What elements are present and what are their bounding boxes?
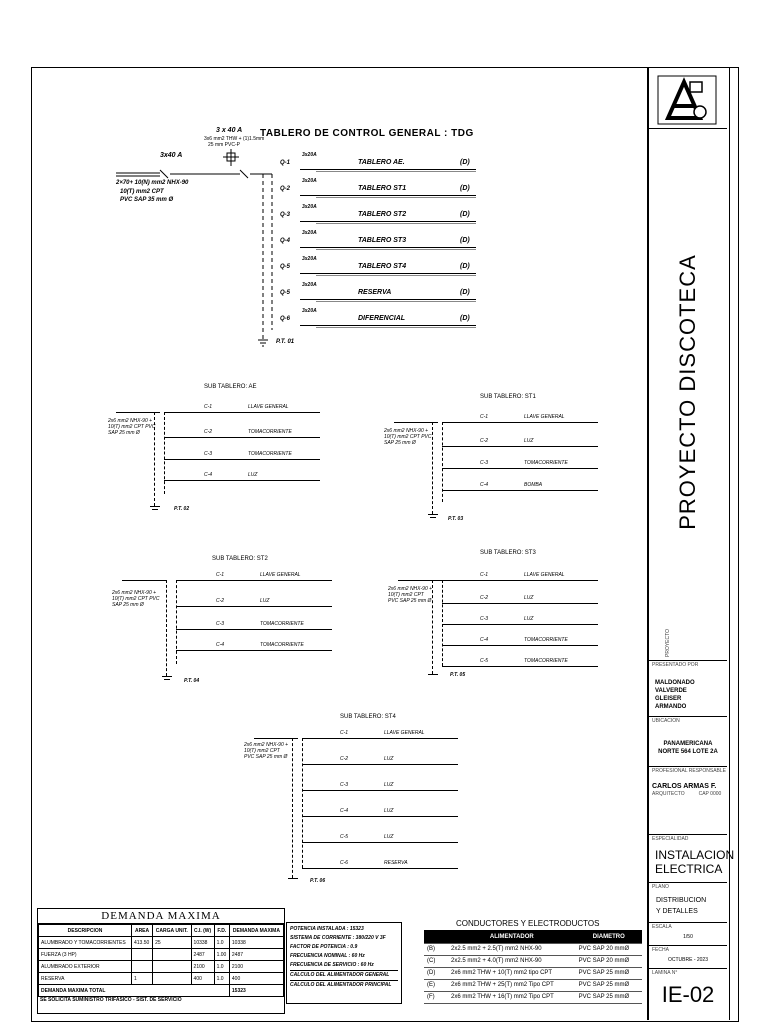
table-cell: (C) (424, 956, 448, 968)
table-row (424, 980, 642, 992)
circuit-id: C-3 (204, 451, 213, 457)
table-header-row (424, 932, 642, 944)
circuit-line (164, 480, 320, 481)
circuit-line (442, 666, 598, 667)
bus-bar (176, 580, 178, 664)
demanda-table (38, 924, 284, 997)
table-cell: 2487 (229, 949, 283, 961)
circuit-line (442, 580, 598, 581)
bus-bar (166, 580, 168, 676)
drawing-caption: ESPECIALIDAD (652, 836, 689, 842)
circuit-line (164, 459, 320, 460)
table-row (39, 937, 284, 949)
tdg-circuit-row (272, 306, 482, 332)
author-name: VALVERDE (655, 688, 687, 694)
circuit-name: BOMBA (524, 482, 543, 488)
author-name: MALDONADO (655, 680, 695, 686)
subboard-ground: P.T. 05 (450, 672, 466, 678)
circuit-id: C-1 (480, 572, 489, 578)
subboard-st1 (384, 392, 624, 532)
table-cell: (B) (424, 944, 448, 956)
table-cell (153, 949, 191, 961)
circuit-name: TOMACORRIENTE (524, 460, 568, 466)
circuit-code: (D) (460, 159, 470, 166)
table-cell: RESERVA (39, 973, 132, 985)
demanda-title: DEMANDA MAXIMA (38, 909, 284, 924)
circuit-id: C-3 (340, 782, 349, 788)
circuit-name: RESERVA (358, 289, 392, 296)
subboard-feed: 2x6 mm2 NHX-90 + 10(T) mm2 CPT PVC SAP 25 mm Ø (244, 742, 289, 760)
location-line: PANAMERICANA (663, 741, 713, 747)
tdg-circuit-row (272, 228, 482, 254)
plan-name-line: Y DETALLES (656, 908, 698, 915)
circuit-code: (D) (460, 211, 470, 218)
location-line: NORTE 564 LOTE 2A (658, 749, 718, 755)
circuit-name: TABLERO ST4 (358, 263, 407, 270)
note-item: FRECUENCIA NOMINAL : 60 Hz (290, 953, 365, 959)
circuit-line (316, 169, 476, 170)
circuit-line (302, 842, 458, 843)
circuit-name: TABLERO AE. (358, 159, 405, 166)
reviewer-sub: ARQUITECTO CAP 0000 (652, 791, 722, 797)
circuit-line-2 (316, 327, 476, 328)
circuit-line (300, 325, 476, 326)
table-cell: (E) (424, 980, 448, 992)
table-header: F.D. (214, 925, 229, 937)
circuit-id: Q-1 (280, 160, 291, 166)
subboard-ground: P.T. 03 (448, 516, 464, 522)
note-item: POTENCIA INSTALADA : 15323 (290, 926, 364, 932)
subboard-feed: 2x6 mm2 NHX-90 + 10(T) mm2 CPT PVC SAP 25 mm Ø (112, 590, 160, 608)
circuit-id: C-1 (340, 730, 349, 736)
circuit-code: (D) (460, 263, 470, 270)
circuit-name: TOMACORRIENTE (524, 637, 568, 643)
subboard-ground: P.T. 06 (310, 878, 326, 884)
circuit-id: Q-6 (280, 316, 291, 322)
circuit-line (442, 422, 598, 423)
table-cell: FUERZA (3 HP) (39, 949, 132, 961)
table-cell: PVC SAP 25 mmØ (576, 980, 642, 992)
demanda-footnote: SE SOLICITA SUMINISTRO TRIFASICO - SIST. DE SERVICIO (40, 997, 182, 1003)
circuit-name: LLAVE GENERAL (524, 572, 565, 578)
divider (649, 945, 727, 946)
plan-caption: PLANO (652, 884, 669, 890)
circuit-line (442, 603, 598, 604)
notes-box (286, 922, 402, 1004)
circuit-code: (D) (460, 315, 470, 322)
conductores-title: CONDUCTORES Y ELECTRODUCTOS (456, 919, 600, 928)
divider (649, 882, 727, 883)
circuit-id: Q-4 (280, 238, 291, 244)
location-caption: UBICACION (652, 718, 680, 724)
circuit-line (164, 412, 320, 413)
circuit-line-2 (316, 197, 476, 198)
circuit-id: C-2 (480, 438, 489, 444)
note-item: FRECUENCIA DE SERVICIO : 60 Hz (290, 962, 374, 968)
circuit-name: TOMACORRIENTE (260, 621, 304, 627)
subboard-st3 (388, 548, 628, 688)
circuit-id: C-5 (340, 834, 349, 840)
table-cell: 2x6 mm2 THW + 16(T) mm2 Tipo CPT (448, 992, 576, 1004)
logo-mark (656, 74, 718, 126)
circuit-id: C-2 (204, 429, 213, 435)
author-name: GLEISER (655, 696, 682, 702)
circuit-id: C-3 (216, 621, 225, 627)
circuit-name: LUZ (260, 598, 270, 604)
table-cell (153, 961, 191, 973)
circuit-code: (D) (460, 289, 470, 296)
circuit-name: LLAVE GENERAL (524, 414, 565, 420)
subboard-feed: 2x6 mm2 NHX-90 + 10(T) mm2 CPT PVC SAP 25 mm Ø (388, 586, 433, 604)
circuit-id: C-2 (480, 595, 489, 601)
total-value: 15323 (229, 985, 283, 997)
table-cell: 2487 (191, 949, 214, 961)
table-header: DESCRIPCION (39, 925, 132, 937)
table-header-row (39, 925, 284, 937)
date-value: OCTUBRE - 2023 (667, 957, 708, 963)
tdg-main-breaker-note-2: 25 mm PVC-P (208, 142, 240, 148)
circuit-name: LUZ (384, 756, 394, 762)
table-cell (153, 973, 191, 985)
tdg-circuit-row (272, 280, 482, 306)
tdg-main-breaker: 3 x 40 A (216, 127, 243, 134)
reviewer-caption: PROFESIONAL RESPONSABLE (652, 768, 727, 774)
circuit-line (176, 650, 332, 651)
circuit-line (302, 790, 458, 791)
table-cell: 2100 (191, 961, 214, 973)
table-cell: 2x6 mm2 THW + 25(T) mm2 Tipo CPT (448, 980, 576, 992)
subboard-st2 (112, 554, 352, 694)
circuit-line-2 (316, 171, 476, 172)
circuit-line (302, 868, 458, 869)
bus-bar (432, 580, 434, 674)
circuit-line (176, 580, 332, 581)
table-cell (132, 961, 153, 973)
table-row (424, 956, 642, 968)
sheet-caption: LAMINA N° (652, 970, 678, 976)
plan-name (656, 895, 706, 917)
tdg-main-breaker-note: 3x6 mm2 THW + (1)1.5mm (204, 136, 265, 142)
bus-bar (154, 412, 156, 506)
circuit-name: LUZ (384, 808, 394, 814)
table-cell: (D) (424, 968, 448, 980)
circuit-id: Q-5 (280, 290, 291, 296)
circuit-id: C-2 (216, 598, 225, 604)
circuit-line (300, 195, 476, 196)
subboard-ae (108, 382, 348, 522)
circuit-id: C-1 (480, 414, 489, 420)
note-item: CALCULO DEL ALIMENTADOR PRINCIPAL (290, 980, 398, 990)
circuit-name: TABLERO ST1 (358, 185, 407, 192)
table-row (424, 992, 642, 1004)
ground-symbol (162, 676, 172, 677)
circuit-line (164, 437, 320, 438)
circuit-line (300, 221, 476, 222)
circuit-id: C-4 (340, 808, 349, 814)
table-cell: 400 (229, 973, 283, 985)
circuit-id: C-4 (216, 642, 225, 648)
divider (649, 660, 727, 661)
circuit-name: LLAVE GENERAL (260, 572, 301, 578)
circuit-id: Q-5 (280, 264, 291, 270)
table-row (39, 973, 284, 985)
tdg-feeder-ground: 10(T) mm2 CPT (120, 189, 164, 195)
circuit-line (300, 273, 476, 274)
circuit-name: TOMACORRIENTE (260, 642, 304, 648)
tdg-title: TABLERO DE CONTROL GENERAL : TDG (260, 128, 474, 139)
feed-line (122, 580, 166, 581)
table-cell: 10338 (191, 937, 214, 949)
table-header: CARGA UNIT. (153, 925, 191, 937)
circuit-id: Q-3 (280, 212, 291, 218)
circuit-line-2 (316, 249, 476, 250)
table-cell: 2x2.5 mm2 + 4.0(T) mm2 NHX-90 (448, 956, 576, 968)
table-row (39, 961, 284, 973)
subboard-title: SUB TABLERO: ST4 (340, 714, 396, 720)
ground-symbol (152, 509, 158, 510)
circuit-name: TOMACORRIENTE (248, 429, 292, 435)
table-cell: PVC SAP 20 mmØ (576, 956, 642, 968)
table-cell: ALUMBRADO Y TOMACORRIENTES (39, 937, 132, 949)
ground-symbol (428, 514, 438, 515)
circuit-breaker: 3x20A (302, 204, 317, 210)
table-header: C.I. (W) (191, 925, 214, 937)
authors (655, 679, 695, 711)
divider (649, 834, 727, 835)
breaker-symbol (300, 169, 316, 170)
circuit-name: LUZ (248, 472, 258, 478)
plan-name-line: DISTRIBUCION (656, 897, 707, 904)
authors-caption: PRESENTADO POR (652, 662, 699, 668)
table-cell: 2x6 mm2 THW + 10(T) mm2 tipo CPT (448, 968, 576, 980)
subboard-ground: P.T. 04 (184, 678, 200, 684)
reviewer: CARLOS ARMAS F. (652, 783, 717, 790)
bus-bar (292, 738, 294, 878)
drawing-type-line: INSTALACION (655, 848, 735, 862)
tdg-feeder-breaker: 3x40 A (160, 152, 183, 159)
table-cell: PVC SAP 25 mmØ (576, 968, 642, 980)
table-cell (132, 949, 153, 961)
circuit-name: DIFERENCIAL (358, 315, 406, 322)
titleblock-frame (647, 67, 730, 1020)
table-cell: 2100 (229, 961, 283, 973)
circuit-id: C-4 (480, 482, 489, 488)
circuit-breaker: 3x20A (302, 308, 317, 314)
bus-bar (164, 412, 166, 494)
circuit-line-2 (316, 301, 476, 302)
circuit-line-2 (316, 275, 476, 276)
circuit-name: LLAVE GENERAL (248, 404, 289, 410)
circuit-line (176, 606, 332, 607)
author-name: ARMANDO (655, 704, 687, 710)
table-cell: 25 (153, 937, 191, 949)
ground-symbol (164, 679, 170, 680)
table-total-row (39, 985, 284, 997)
circuit-name: LLAVE GENERAL (384, 730, 425, 736)
ground-symbol (288, 878, 298, 879)
divider (649, 128, 727, 129)
divider (649, 716, 727, 717)
subboard-title: SUB TABLERO: AE (204, 384, 257, 390)
circuit-line (442, 490, 598, 491)
circuit-id: C-3 (480, 460, 489, 466)
logo (656, 74, 718, 126)
scale-caption: ESCALA (652, 924, 672, 930)
circuit-name: LUZ (384, 834, 394, 840)
circuit-id: C-5 (480, 658, 489, 664)
circuit-line (300, 299, 476, 300)
circuit-line (302, 816, 458, 817)
tdg-ground-label: P.T. 01 (276, 339, 295, 345)
ground-symbol (430, 517, 436, 518)
table-row (424, 944, 642, 956)
circuit-breaker: 3x20A (302, 230, 317, 236)
subboard-title: SUB TABLERO: ST2 (212, 556, 268, 562)
conductores-block (424, 930, 642, 1002)
tdg-circuit-list (272, 150, 482, 340)
circuit-name: LUZ (524, 595, 534, 601)
circuit-id: C-4 (480, 637, 489, 643)
subboard-title: SUB TABLERO: ST3 (480, 550, 536, 556)
tdg-circuit-row (272, 150, 482, 176)
circuit-breaker: 3x20A (302, 152, 317, 158)
feed-line (398, 580, 442, 581)
ground-symbol (150, 506, 160, 507)
ground-symbol (428, 674, 438, 675)
circuit-line (300, 247, 476, 248)
circuit-line (302, 764, 458, 765)
circuit-code: (D) (460, 185, 470, 192)
circuit-breaker: 3x20A (302, 256, 317, 262)
table-cell: 1.00 (214, 949, 229, 961)
table-cell: ALUMBRADO EXTERIOR (39, 961, 132, 973)
circuit-name: LUZ (524, 438, 534, 444)
circuit-name: LUZ (524, 616, 534, 622)
drawing-type (655, 848, 734, 876)
tdg-feeder-cable: 2×70+ 10(N) mm2 NHX-90 (116, 180, 189, 186)
circuit-line-2 (316, 223, 476, 224)
note-item: FACTOR DE POTENCIA : 0.9 (290, 944, 358, 950)
table-header: DIAMETRO (576, 932, 642, 944)
note-item: CALCULO DEL ALIMENTADOR GENERAL (290, 970, 398, 980)
circuit-name: TABLERO ST3 (358, 237, 407, 244)
table-row (39, 949, 284, 961)
table-header: AREA (132, 925, 153, 937)
divider (649, 766, 727, 767)
circuit-line (442, 446, 598, 447)
circuit-id: C-1 (204, 404, 213, 410)
divider (649, 968, 727, 969)
bus-bar (302, 738, 304, 868)
table-header: DEMANDA MAXIMA (229, 925, 283, 937)
circuit-line (442, 645, 598, 646)
circuit-breaker: 3x20A (302, 178, 317, 184)
bus-bar (432, 422, 434, 514)
table-cell: 413.50 (132, 937, 153, 949)
date-caption: FECHA (652, 947, 669, 953)
circuit-id: C-2 (340, 756, 349, 762)
conductores-table (424, 932, 642, 1004)
subboard-feed: 2x6 mm2 NHX-90 + 10(T) mm2 CPT PVC SAP 25 mm Ø (108, 418, 156, 436)
tdg-circuit-row (272, 176, 482, 202)
circuit-breaker: 3x20A (302, 282, 317, 288)
circuit-id: C-3 (480, 616, 489, 622)
table-cell: PVC SAP 25 mmØ (576, 992, 642, 1004)
circuit-line (176, 629, 332, 630)
circuit-id: Q-2 (280, 186, 291, 192)
table-cell: 1.0 (214, 961, 229, 973)
table-cell: PVC SAP 20 mmØ (576, 944, 642, 956)
note-item: SISTEMA DE CORRIENTE : 380/220 V 3F (290, 935, 386, 941)
divider (649, 922, 727, 923)
table-cell: 400 (191, 973, 214, 985)
table-cell: 1.0 (214, 973, 229, 985)
subboard-feed: 2x6 mm2 NHX-90 + 10(T) mm2 CPT PVC SAP 25 mm Ø (384, 428, 432, 446)
table-cell: 1 (132, 973, 153, 985)
subboard-st4 (244, 712, 484, 892)
location (649, 740, 727, 756)
demanda-table-block (37, 908, 285, 1014)
total-label: DEMANDA MAXIMA TOTAL (39, 985, 230, 997)
circuit-name: TOMACORRIENTE (248, 451, 292, 457)
subboard-ground: P.T. 02 (174, 506, 190, 512)
circuit-line (442, 624, 598, 625)
circuit-id: C-1 (216, 572, 225, 578)
table-cell: 1.0 (214, 937, 229, 949)
circuit-name: RESERVA (384, 860, 408, 866)
table-header: ALIMENTADOR (448, 932, 576, 944)
table-header (424, 932, 448, 944)
circuit-code: (D) (460, 237, 470, 244)
table-cell: 2x2.5 mm2 + 2.5(T) mm2 NHX-90 (448, 944, 576, 956)
circuit-id: C-4 (204, 472, 213, 478)
tdg-circuit-row (272, 254, 482, 280)
tdg-circuit-row (272, 202, 482, 228)
bus-bar (442, 580, 444, 666)
circuit-name: LUZ (384, 782, 394, 788)
scale-value: 1/50 (683, 934, 693, 940)
table-cell: (F) (424, 992, 448, 1004)
circuit-line (302, 738, 458, 739)
circuit-line (442, 468, 598, 469)
circuit-id: C-6 (340, 860, 349, 866)
drawing-type-line: ELECTRICA (655, 862, 723, 876)
subboard-title: SUB TABLERO: ST1 (480, 394, 536, 400)
circuit-name: TOMACORRIENTE (524, 658, 568, 664)
tdg-feeder-conduit: PVC SAP 35 mm Ø (120, 197, 174, 203)
circuit-name: TABLERO ST2 (358, 211, 407, 218)
table-row (424, 968, 642, 980)
table-cell: 10338 (229, 937, 283, 949)
sheet-number: IE-02 (661, 982, 715, 1007)
